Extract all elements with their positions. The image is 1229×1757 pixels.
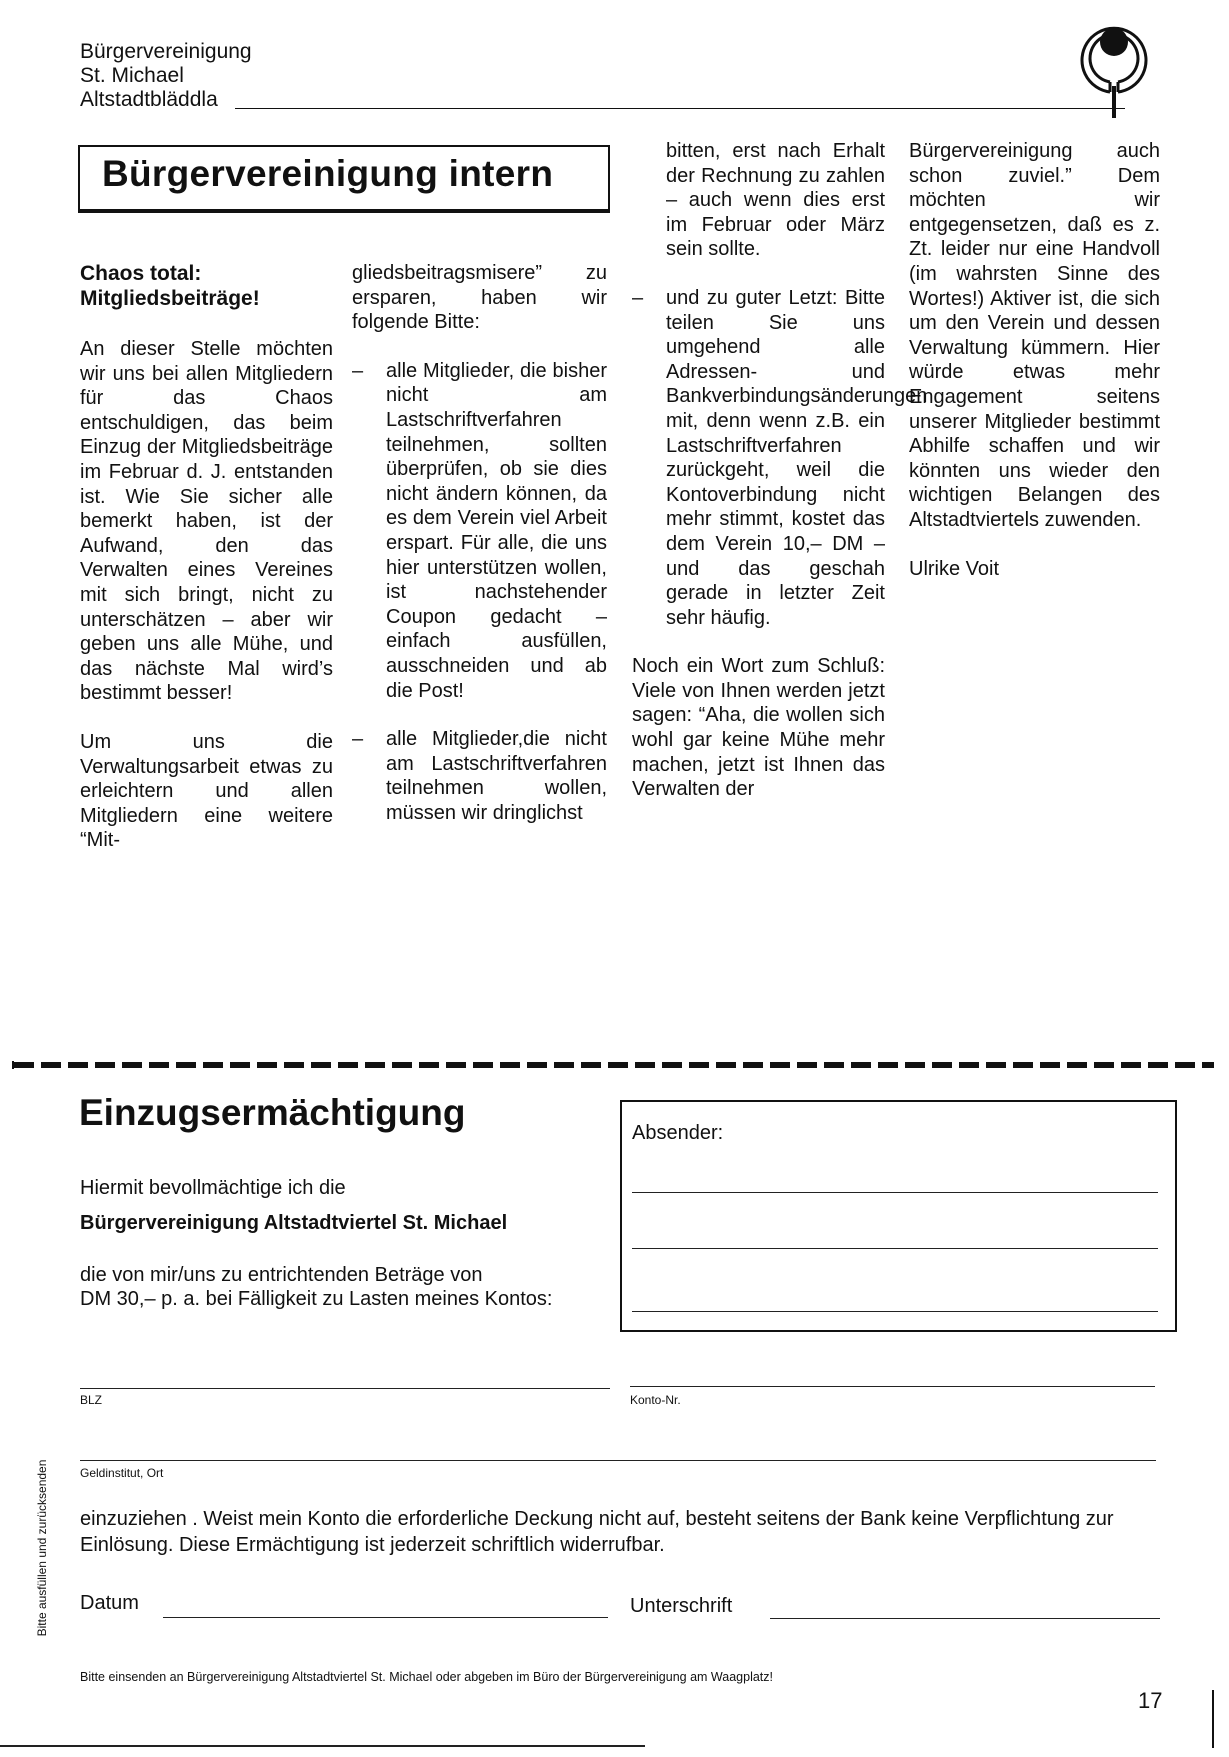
paragraph: Noch ein Wort zum Schluß: Viele von Ihnen werden jetzt sagen: “Aha, die wollen sich wohl gar keine Mühe mehr machen, jetzt ist Ihnen das Verwalten der xyxy=(632,655,885,801)
cut-line xyxy=(14,1062,1214,1068)
unterschrift-field[interactable] xyxy=(770,1618,1160,1619)
list-item: – alle Mitglieder, die bisher nicht am Lastschriftverfahren teilnehmen, sollten überprüfen, ob sie dies nicht ändern können, da es dem Verein viel Arbeit erspart. Für alle, die uns hier unterstützen wollen, ist nachstehender Coupon gedacht – einfach ausfüllen, ausschneiden und ab die Post! xyxy=(352,359,607,703)
publication-header xyxy=(80,40,252,112)
paragraph: Bürgervereinigung auch schon zuviel.” Dem möchten wir entgegensetzen, daß es z. Zt. leider nur eine Handvoll (im wahrsten Sinne des Wortes!) Aktiver ist, die sich um den Verein und dessen Verwaltung kümmern. Hier würde etwas mehr Engagement seitens unserer Mitglieder bestimmt Abhilfe schaffen und wir könnten uns wieder den wichtigen Belangen des Altstadtviertels zuwenden. xyxy=(909,140,1160,531)
header-line-1: Bürgervereinigung xyxy=(80,40,252,63)
coupon-org: Bürgervereinigung Altstadtviertel St. Michael xyxy=(80,1212,508,1234)
list-item: – alle Mitglieder,die nicht am Lastschriftverfahren teilnehmen wollen, müssen wir dringlichst xyxy=(352,727,607,825)
page-number: 17 xyxy=(1138,1688,1163,1713)
blz-label: BLZ xyxy=(80,1393,103,1407)
paragraph: An dieser Stelle möchten wir uns bei allen Mitgliedern für das Chaos entschuldigen, das beim Einzug der Mitgliedsbeiträge im Februar d. J. entstanden ist. Wie Sie sicher alle bemerkt haben, ist der Aufwand, den das Verwalten eines Vereines mit sich bringt, nicht zu unterschätzen – aber wir geben uns alle Mühe, und das nächste Mal wird’s bestimmt besser! xyxy=(80,338,333,705)
geldinstitut-field[interactable] xyxy=(80,1460,1156,1461)
list-item: – und zu guter Letzt: Bitte teilen Sie uns umgehend alle Adressen- und Bankverbindungsänderungen mit, denn wenn z.B. ein Lastschriftverfahren zurückgeht, weil die Kontoverbindung nicht mehr stimmt, kostet das dem Verein 10,– DM – und das geschah gerade in letzter Zeit sehr häufig. xyxy=(632,286,885,630)
bottom-rule xyxy=(0,1745,645,1747)
legal-text: einzuziehen . Weist mein Konto die erforderliche Deckung nicht auf, besteht seitens der Bank keine Verpflichtung zur Einlösung. Diese Ermächtigung ist jederzeit schriftlich widerrufbar. xyxy=(80,1508,1114,1556)
article-column-3 xyxy=(632,139,928,802)
sender-line-2[interactable] xyxy=(632,1248,1158,1249)
article-column-2 xyxy=(352,261,607,825)
header-rule xyxy=(235,108,1125,109)
list-item-continued: bitten, erst nach Erhalt der Rechnung zu zahlen – auch wenn dies erst im Februar oder März sein sollte. xyxy=(666,140,885,261)
coupon-intro: Hiermit bevollmächtige ich die xyxy=(80,1177,346,1199)
sender-line-3[interactable] xyxy=(632,1311,1158,1312)
paragraph: gliedsbeitragsmisere” zu ersparen, haben wir folgende Bitte: xyxy=(352,262,607,334)
edge-mark xyxy=(1212,1690,1214,1748)
article-heading xyxy=(80,261,333,311)
sender-box xyxy=(620,1100,1177,1332)
heading-line-1: Chaos total: xyxy=(80,262,202,285)
coupon-title: Einzugsermächtigung xyxy=(79,1092,466,1133)
side-note xyxy=(22,1448,62,1648)
sender-label: Absender: xyxy=(632,1122,724,1144)
heading-line-2: Mitgliedsbeiträge! xyxy=(80,287,260,310)
unterschrift-label: Unterschrift xyxy=(630,1595,733,1617)
article-column-4 xyxy=(909,139,1160,605)
tree-circle-logo-icon xyxy=(1076,22,1152,118)
konto-label: Konto-Nr. xyxy=(630,1393,681,1407)
paragraph: Um uns die Verwaltungsarbeit etwas zu erleichtern und allen Mitgliedern eine weitere “Mit- xyxy=(80,730,333,852)
author: Ulrike Voit xyxy=(909,557,1000,580)
header-line-3: Altstadtbläddla xyxy=(80,88,218,111)
datum-field[interactable] xyxy=(163,1617,608,1618)
geldinstitut-label: Geldinstitut, Ort xyxy=(80,1466,164,1480)
header-line-2: St. Michael xyxy=(80,64,184,87)
sender-line-1[interactable] xyxy=(632,1192,1158,1193)
blz-field[interactable] xyxy=(80,1388,610,1389)
amount-line-1: die von mir/uns zu entrichtenden Beträge von xyxy=(80,1264,483,1286)
section-title-box xyxy=(78,145,610,211)
datum-label: Datum xyxy=(80,1592,139,1614)
side-note-text: Bitte ausfüllen und zurücksenden xyxy=(35,1459,49,1637)
footnote: Bitte einsenden an Bürgervereinigung Altstadtviertel St. Michael oder abgeben im Büro der Bürgervereinigung am Waagplatz! xyxy=(80,1670,773,1684)
section-title: Bürgervereinigung intern xyxy=(102,153,554,194)
article-column-1 xyxy=(80,261,333,853)
amount-line-2: DM 30,– p. a. bei Fälligkeit zu Lasten meines Kontos: xyxy=(80,1288,553,1310)
konto-field[interactable] xyxy=(630,1386,1155,1387)
